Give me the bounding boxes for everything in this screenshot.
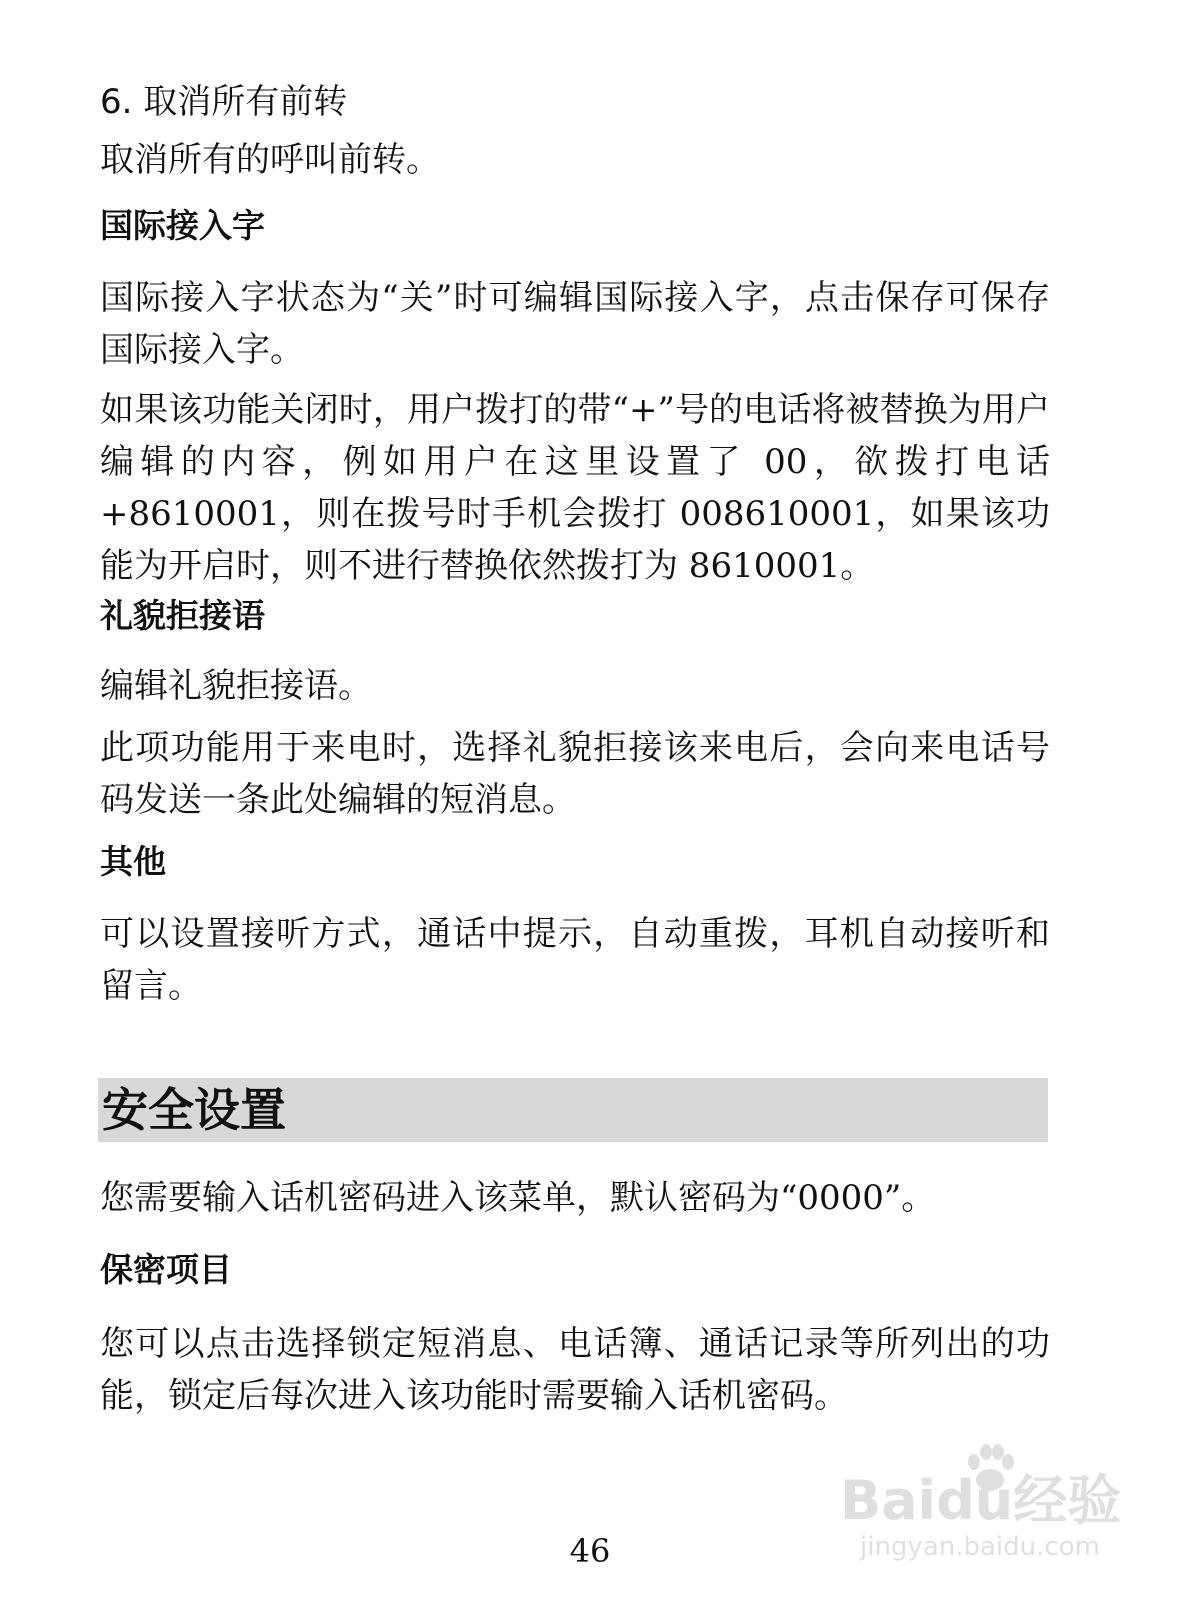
- watermark-url: jingyan.baidu.com: [860, 1532, 1100, 1562]
- intl-access-paragraph-1: 国际接入字状态为“关”时可编辑国际接入字，点击保存可保存国际接入字。: [100, 278, 1050, 370]
- polite-reject-paragraph-1: 编辑礼貌拒接语。: [100, 666, 372, 706]
- security-section-title: 安全设置: [102, 1083, 286, 1137]
- privacy-items-paragraph: 您可以点击选择锁定短消息、电话簿、通话记录等所列出的功能，锁定后每次进入该功能时需要输入话机密码。: [100, 1324, 1050, 1416]
- privacy-items-heading: 保密项目: [100, 1250, 232, 1289]
- security-intro-paragraph: 您需要输入话机密码进入该菜单，默认密码为“0000”。: [100, 1178, 936, 1218]
- security-section-banner: [98, 1078, 1048, 1142]
- page-number: 46: [569, 1532, 611, 1570]
- item6-heading: 6. 取消所有前转: [100, 82, 348, 122]
- other-heading: 其他: [100, 842, 166, 881]
- watermark-logo-text: Baidu经验: [840, 1469, 1122, 1532]
- item6-body: 取消所有的呼叫前转。: [100, 140, 440, 180]
- polite-reject-paragraph-2: 此项功能用于来电时，选择礼貌拒接该来电后，会向来电话号码发送一条此处编辑的短消息。: [100, 728, 1050, 820]
- other-paragraph: 可以设置接听方式，通话中提示，自动重拨，耳机自动接听和留言。: [100, 914, 1050, 1006]
- intl-access-heading: 国际接入字: [100, 206, 265, 245]
- intl-access-paragraph-2: 如果该功能关闭时，用户拨打的带“+”号的电话将被替换为用户编辑的内容，例如用户在这里设置了 00，欲拨打电话 +8610001，则在拨号时手机会拨打 008610001，如果该功能为开启时，则不进行替换依然拨打为 8610001。: [100, 390, 1050, 586]
- polite-reject-heading: 礼貌拒接语: [100, 596, 265, 635]
